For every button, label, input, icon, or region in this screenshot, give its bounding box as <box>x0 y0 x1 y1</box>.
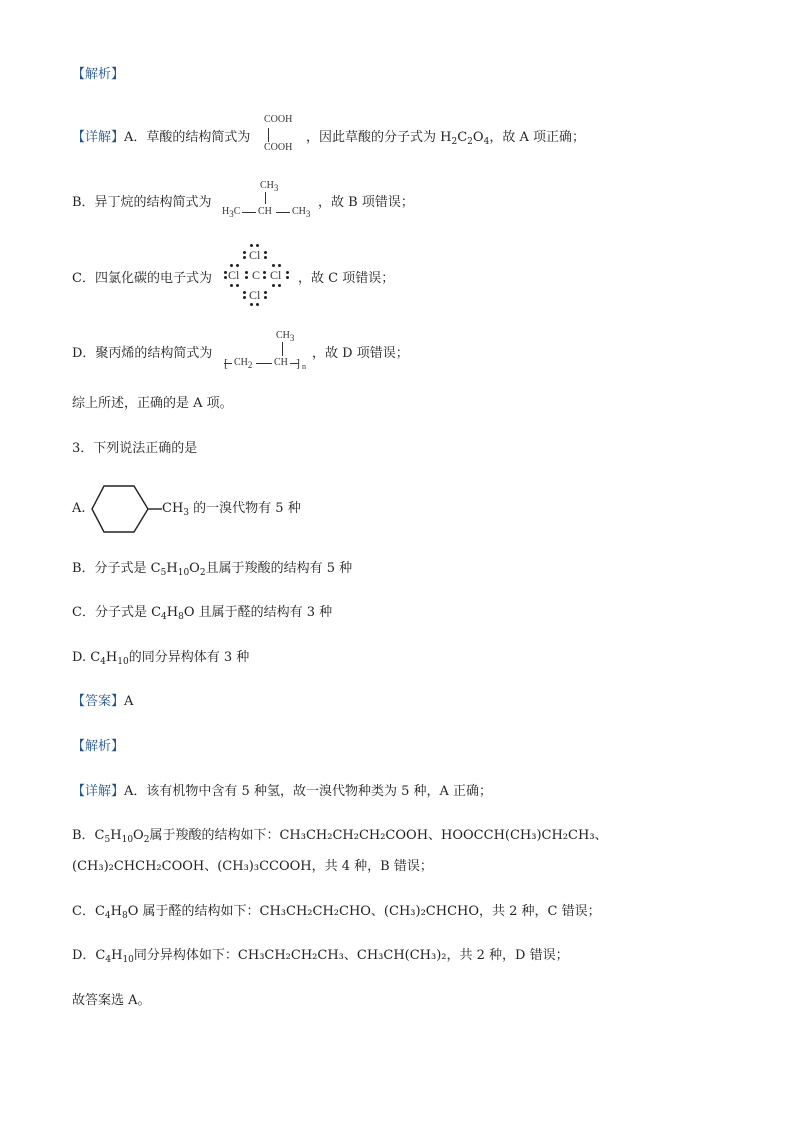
answer-value: A <box>124 694 134 709</box>
answer-line <box>72 693 133 711</box>
cyclohexane-ring-icon <box>90 484 162 534</box>
detail-d-suffix: ，故 D 项错误； <box>312 346 409 361</box>
detail-a-suffix: ，因此草酸的分子式为 $H_2C_2O_4$，故 A 项正确； <box>306 130 585 147</box>
detail-b-line: B．异丁烷的结构简式为 <box>72 195 212 210</box>
polypropylene-structure: $CH_3$ [ $CH_2$ CH ] n <box>224 330 306 371</box>
detail-c-line: C．四氯化碳的电子式为 <box>72 271 212 286</box>
option-a-label: A. <box>72 501 86 516</box>
analysis-header-prev: 【解析】 <box>72 67 125 82</box>
detail-c: C．$C_4H_8O$ 属于醛的结构如下：CH₃CH₂CH₂CHO、(CH₃)₂CHCHO，共 2 种，C 错误； <box>72 904 601 921</box>
option-c: C．分子式是 $C_4H_8O$ 且属于醛的结构有 3 种 <box>72 605 333 622</box>
option-b: B．分子式是 $C_5H_{10}O_2$且属于羧酸的结构有 5 种 <box>72 561 353 578</box>
detail-d-line: D．聚丙烯的结构简式为 <box>72 346 213 361</box>
detail-d: D．$C_4H_{10}$同分异构体如下：CH₃CH₂CH₂CH₃、CH₃CH(CH₃)₂，共 2 种，D 错误； <box>72 948 569 965</box>
summary-line: 综上所述，正确的是 A 项。 <box>72 396 233 411</box>
answer-header: 【答案】 <box>72 694 125 709</box>
analysis-header: 【解析】 <box>72 739 125 754</box>
detail-b-suffix: ，故 B 项错误； <box>318 195 414 210</box>
ccl4-electron-structure: Cl Cl C Cl Cl <box>224 242 294 306</box>
detail-header: 【详解】 <box>72 130 125 145</box>
detail-b-1: B．$C_5H_{10}O_2$属于羧酸的结构如下：CH₃CH₂CH₂CH₂COOH、HOOCCH(CH₃)CH₂CH₃、 <box>72 828 608 845</box>
conclusion: 故答案选 A。 <box>72 993 151 1008</box>
detail-a: 【详解】A．该有机物中含有 5 种氢，故一溴代物种类为 5 种，A 正确； <box>72 784 492 799</box>
question-3-stem: 3．下列说法正确的是 <box>72 441 198 456</box>
detail-b-2: (CH₃)₂CHCH₂COOH、(CH₃)₃CCOOH，共 4 种，B 错误； <box>72 859 433 874</box>
detail-c-suffix: ，故 C 项错误； <box>298 271 395 286</box>
isobutane-structure: $CH_3$ $H_3C$ CH $CH_3$ <box>222 180 311 219</box>
detail-a-line: 【详解】A．草酸的结构简式为 <box>72 130 251 145</box>
option-a-text: $CH_3$ 的一溴代物有 5 种 <box>162 501 301 518</box>
option-d: D. $C_4H_{10}$的同分异构体有 3 种 <box>72 650 250 667</box>
